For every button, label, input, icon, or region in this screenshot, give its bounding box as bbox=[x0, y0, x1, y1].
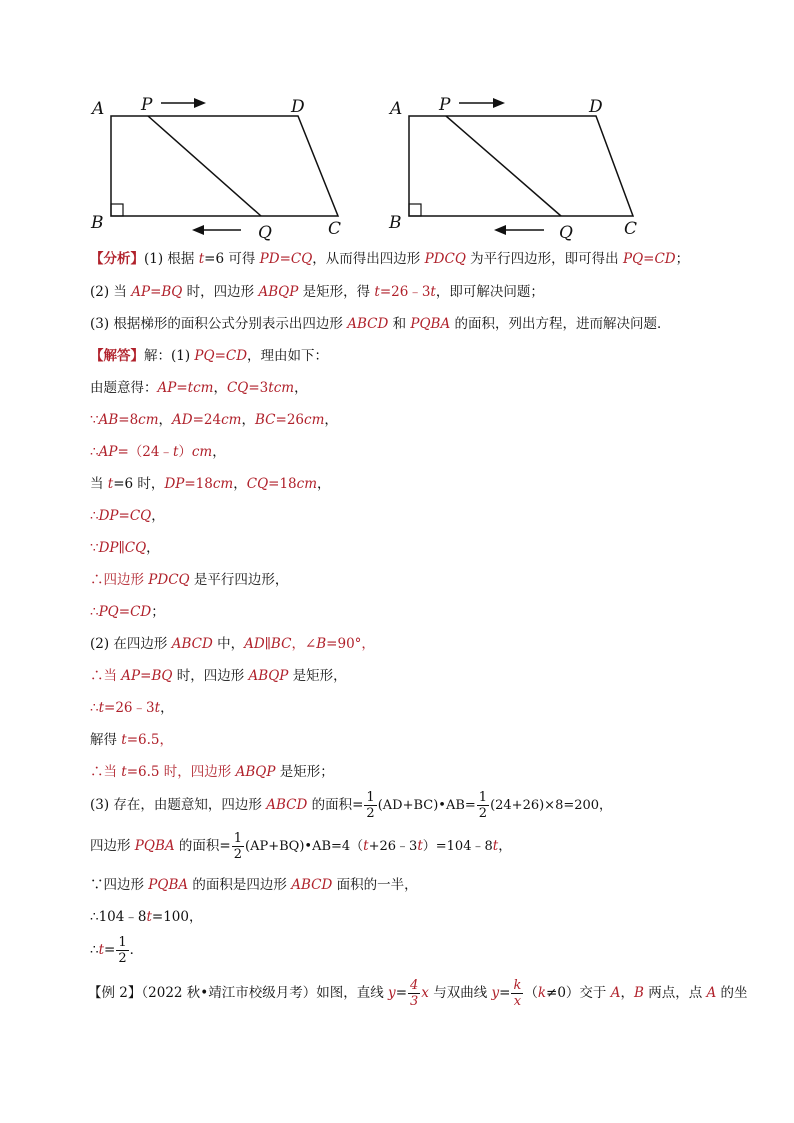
answer-line-8: ∴四边形 PDCQ 是平行四边形， bbox=[90, 572, 289, 588]
answer-line-3: ∵AB=8cm，AD=24cm，BC=26cm， bbox=[90, 412, 338, 428]
segment-pq bbox=[148, 116, 261, 216]
example-2-line: 【例 2】（2022 秋•靖江市校级月考）如图，直线 y= $\frac{4}{3}$ x 与双曲线 y= $\frac{k}{x}$ （k≠0）交于 A，B 两点，点 A 的坐 bbox=[88, 978, 748, 1009]
answer-line-2: 由题意得：AP=tcm，CQ=3tcm， bbox=[90, 380, 308, 396]
answer-line-15: (3) 存在，由题意知，四边形 ABCD 的面积= $\frac{1}{2}$ (AD+BC)•AB= $\frac{1}{2}$ (24+26)×8=200， bbox=[90, 790, 613, 821]
arrow-left-head bbox=[192, 225, 204, 235]
arrow-left-head bbox=[494, 225, 506, 235]
label-a: A bbox=[390, 99, 403, 119]
answer-line-11: ∴当 AP=BQ 时，四边形 ABQP 是矩形， bbox=[90, 668, 347, 684]
answer-line-6: ∴DP=CQ， bbox=[90, 508, 165, 524]
label-d: D bbox=[291, 97, 305, 117]
fraction-one-half: $\frac{1}{2}$ bbox=[366, 790, 375, 821]
label-b: B bbox=[389, 213, 402, 233]
answer-line-9: ∴PQ=CD； bbox=[90, 604, 165, 620]
fraction-one-half: $\frac{1}{2}$ bbox=[233, 831, 243, 862]
segment-pq bbox=[446, 116, 561, 216]
answer-line-14: ∴当 t=6.5 时，四边形 ABQP 是矩形； bbox=[90, 764, 334, 780]
analysis-line-1: 【分析】(1) 根据 t=6 可得 PD=CQ，从而得出四边形 PDCQ 为平行四边形，即可得出 PQ=CD； bbox=[90, 251, 690, 267]
label-p: P bbox=[141, 95, 153, 115]
trapezoid-outline bbox=[409, 116, 633, 216]
answer-line-16: 四边形 PQBA 的面积= $\frac{1}{2}$ (AP+BQ)•AB=4（t+26﹣3t）=104﹣8t， bbox=[90, 831, 512, 862]
arrow-right-head bbox=[493, 98, 505, 108]
right-angle-mark bbox=[409, 204, 421, 216]
answer-tag: 【解答】 bbox=[90, 348, 144, 364]
label-q: Q bbox=[258, 223, 272, 243]
figure-right bbox=[384, 88, 644, 248]
label-q: Q bbox=[559, 223, 573, 243]
label-c: C bbox=[624, 219, 638, 239]
analysis-tag: 【分析】 bbox=[90, 251, 144, 267]
answer-line-1: 【解答】解：(1) PQ=CD，理由如下： bbox=[90, 348, 329, 364]
fraction-k-over-x: $\frac{k}{x}$ bbox=[513, 978, 522, 1009]
label-p: P bbox=[439, 95, 451, 115]
right-angle-mark bbox=[111, 204, 123, 216]
answer-line-18: ∴104﹣8t=100， bbox=[90, 909, 203, 925]
answer-line-5: 当 t=6 时，DP=18cm，CQ=18cm， bbox=[90, 476, 331, 492]
trapezoid-outline bbox=[111, 116, 338, 216]
trapezoid-diagram-left bbox=[86, 88, 346, 248]
answer-line-19: ∴t= $\frac{1}{2}$ ． bbox=[90, 935, 144, 966]
fraction-one-half: $\frac{1}{2}$ bbox=[118, 935, 127, 966]
answer-line-4: ∴AP=（24﹣t）cm， bbox=[90, 444, 226, 460]
label-a: A bbox=[92, 99, 105, 119]
label-b: B bbox=[91, 213, 104, 233]
figure-left bbox=[86, 88, 346, 248]
answer-line-17: ∵四边形 PQBA 的面积是四边形 ABCD 面积的一半， bbox=[90, 877, 418, 893]
answer-line-12: ∴t=26﹣3t， bbox=[90, 700, 174, 716]
answer-line-13: 解得 t=6.5， bbox=[90, 732, 174, 748]
label-d: D bbox=[589, 97, 603, 117]
answer-line-7: ∵DP∥CQ， bbox=[90, 540, 160, 556]
arrow-right-head bbox=[194, 98, 206, 108]
trapezoid-diagram-right bbox=[384, 88, 644, 248]
example-tag: 【例 2】 bbox=[88, 985, 142, 1001]
fraction-four-thirds: $\frac{4}{3}$ bbox=[410, 978, 419, 1009]
label-c: C bbox=[328, 219, 342, 239]
analysis-line-3: (3) 根据梯形的面积公式分别表示出四边形 ABCD 和 PQBA 的面积，列出方程，进而解决问题． bbox=[90, 316, 671, 332]
analysis-line-2: (2) 当 AP=BQ 时，四边形 ABQP 是矩形，得 t=26﹣3t，即可解决问题； bbox=[90, 284, 544, 300]
answer-line-10: (2) 在四边形 ABCD 中，AD∥BC，∠B=90°， bbox=[90, 636, 375, 652]
fraction-one-half: $\frac{1}{2}$ bbox=[478, 790, 488, 821]
